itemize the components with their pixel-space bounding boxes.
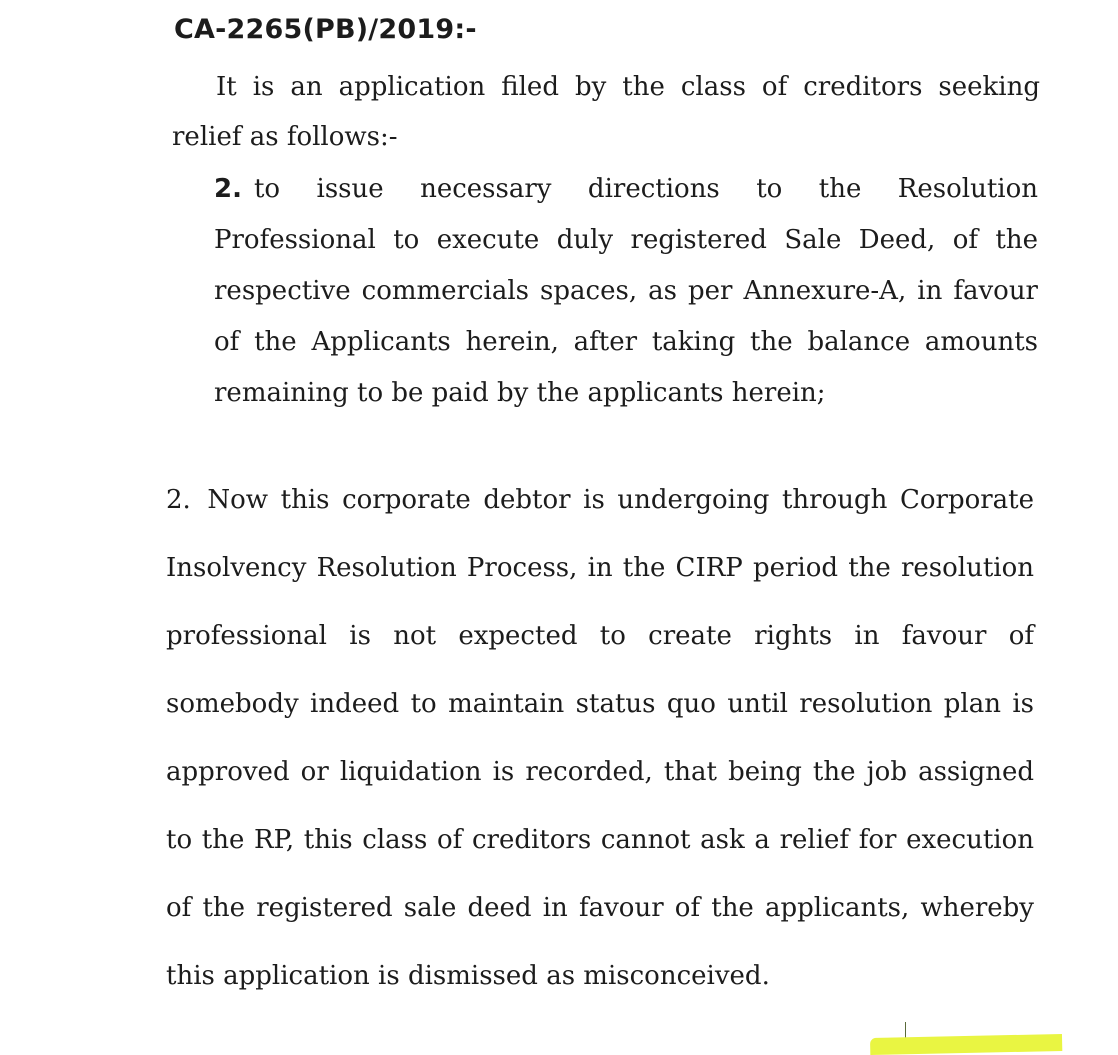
relief-item (214, 164, 1038, 419)
order-paragraph-text: Now this corporate debtor is undergoing through Corporate Insolvency Resolution Process, in the CIRP period the resolution professional is not expected to create rights in favour of somebody indeed to maintain status quo until resolution plan is approved or liquidation is recorded, that being the job assigned to the RP, this class of creditors cannot ask a relief for execution of the registered sale deed in favour of the applicants, whereby this application is dismissed as misconceived. (166, 485, 1035, 991)
order-paragraph-number: 2. (166, 485, 191, 515)
case-number-heading: CA-2265(PB)/2019:- (174, 14, 477, 45)
relief-item-text: to issue necessary directions to the Resolution Professional to execute duly registered Sale Deed, of the respective commercials spaces, as per Annexure-A, in favour of the Applicants herein, after taking the balance amounts remaining to be paid by the applicants herein; (214, 174, 1038, 408)
order-paragraph (166, 466, 1034, 1010)
intro-paragraph: It is an application filed by the class of creditors seeking relief as follows:- (172, 72, 1040, 152)
relief-item-number: 2. (214, 174, 242, 204)
highlighter-mark (870, 1034, 1062, 1055)
